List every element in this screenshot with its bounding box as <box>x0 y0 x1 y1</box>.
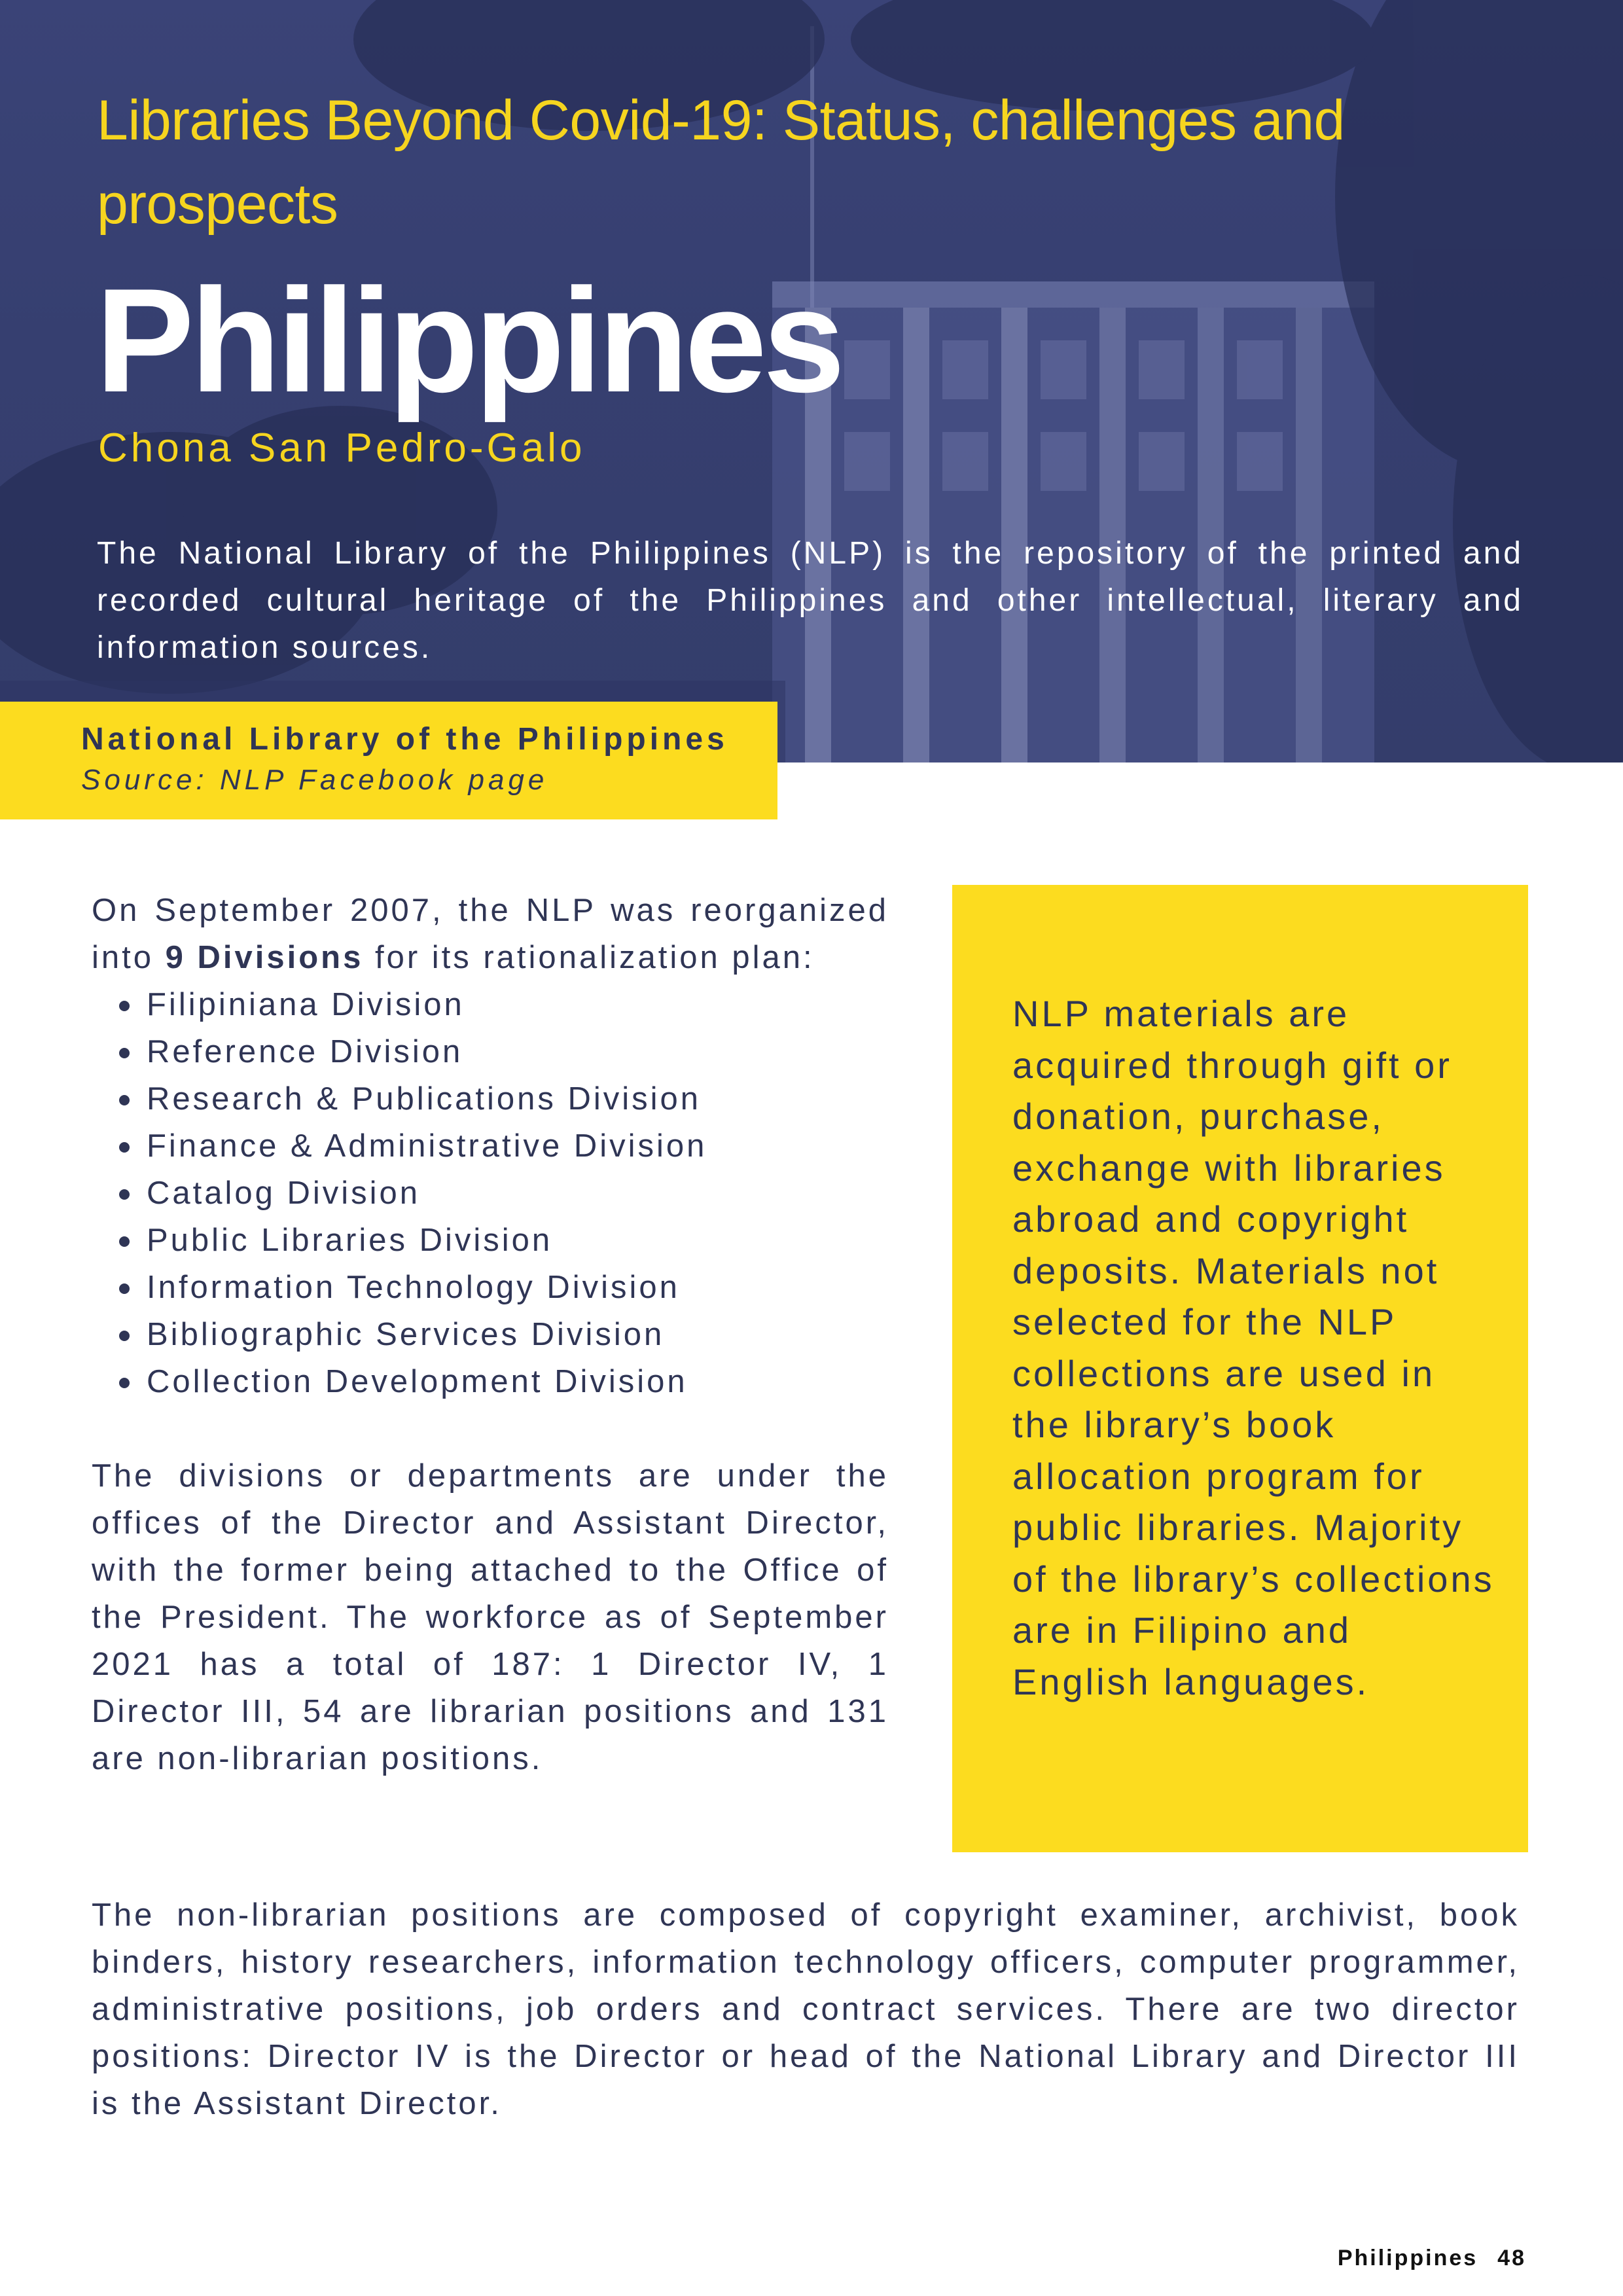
list-item: Bibliographic Services Division <box>118 1311 889 1358</box>
footer-section: Philippines <box>1337 2246 1478 2270</box>
list-item: Information Technology Division <box>118 1264 889 1311</box>
list-item: Public Libraries Division <box>118 1217 889 1264</box>
divisions-count: 9 Divisions <box>165 940 364 975</box>
list-item: Collection Development Division <box>118 1358 889 1405</box>
list-item: Catalog Division <box>118 1170 889 1217</box>
materials-callout-box <box>952 885 1528 1852</box>
photo-caption-source: Source: NLP Facebook page <box>81 764 548 796</box>
para1-end: for its rationalization plan: <box>363 940 815 975</box>
hero-banner <box>0 0 1623 762</box>
photo-caption-title: National Library of the Philippines <box>81 722 728 757</box>
workforce-paragraph: The divisions or departments are under the offices of the Director and Assistant Director, with the former being attached to the Office of the President. The workforce as of September 2021 has a total of 187: 1 Director IV, 1 Director III, 54 are librarian positions and 131 are non-librarian positions. <box>92 1458 889 1776</box>
author-name: Chona San Pedro-Galo <box>98 425 586 471</box>
list-item: Reference Division <box>118 1028 889 1075</box>
list-item: Research & Publications Division <box>118 1075 889 1122</box>
page-number: 48 <box>1497 2246 1526 2270</box>
intro-paragraph: The National Library of the Philippines (NLP) is the repository of the printed and recorded cultural heritage of the Philippines and other intellectual, literary and information sources. <box>97 536 1524 665</box>
list-item: Finance & Administrative Division <box>118 1122 889 1170</box>
divisions-list <box>92 981 889 1405</box>
report-subtitle: Libraries Beyond Covid-19: Status, challenges and prospects <box>97 89 1345 236</box>
reorganization-paragraph <box>92 887 889 981</box>
para1-start: On September 2007, the NLP was reorganized into <box>92 893 889 975</box>
callout-text: NLP materials are acquired through gift or donation, purchase, exchange with libraries abroad and copyright deposits. Materials not selected for the NLP collections are used in the library’s book allocation program for public libraries. Majority of the library’s collections are in Filipino and English languages. <box>1012 993 1495 1702</box>
non-librarian-paragraph: The non-librarian positions are composed of copyright examiner, archivist, book binders, history researchers, information technology officers, computer programmer, administrative positions, job orders and contract services. There are two director positions: Director IV is the Director or head of the National Library and Director III is the Assistant Director. <box>92 1897 1520 2121</box>
page-title: Philippines <box>96 257 842 423</box>
page-footer <box>1338 2242 1526 2274</box>
main-text-column <box>92 887 889 1782</box>
list-item: Filipiniana Division <box>118 981 889 1028</box>
